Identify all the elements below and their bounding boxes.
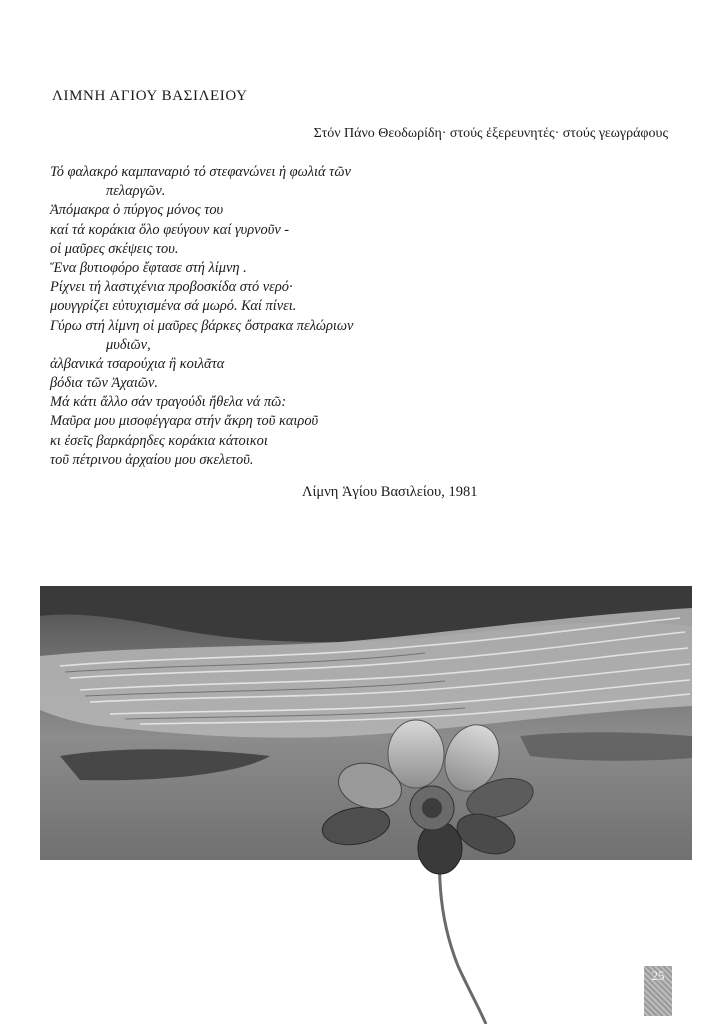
poem-line: καί τά κοράκια ὅλο φεύγουν καί γυρνοῦν - [50, 221, 290, 238]
page-number: 25 [651, 968, 665, 983]
poem-line: ἀλβανικά τσαρούχια ἢ κοιλᾶτα [50, 355, 225, 372]
poem-line: μουγγρίζει εὐτυχισμένα σά μωρό. Καί πίνει. [50, 298, 297, 315]
flower-collage-image [40, 586, 692, 1024]
poem-dedication: Στόν Πάνο Θεοδωρίδη· στούς ἐξερευνητές· στούς γεωγράφους [313, 126, 668, 141]
poem-line: πελαργῶν. [106, 183, 166, 200]
poem-signature: Λίμνη Ἁγίου Βασιλείου, 1981 [302, 484, 478, 500]
poem-line: κι ἐσεῖς βαρκάρηδες κοράκια κάτοικοι [50, 432, 268, 449]
poem-line: Γύρω στή λίμνη οἱ μαῦρες βάρκες ὄστρακα πελώριων [50, 317, 354, 334]
poem-line: μυδιῶν, [106, 336, 151, 353]
poem-line: Ρίχνει τή λαστιχένια προβοσκίδα στό νερό· [50, 279, 293, 296]
poem-line: βόδια τῶν Ἀχαιῶν. [50, 375, 159, 392]
poem-line: Ἕνα βυτιοφόρο ἔφτασε στή λίμνη . [50, 259, 247, 276]
poem-line: οἱ μαῦρες σκέψεις του. [50, 240, 179, 257]
page-number-box [644, 966, 672, 1016]
poem-title: ΛΙΜΝΗ ΑΓΙΟΥ ΒΑΣΙΛΕΙΟΥ [52, 88, 248, 104]
poem-line: τοῦ πέτρινου ἀρχαίου μου σκελετοῦ. [50, 451, 254, 468]
poem-stanza [50, 163, 490, 470]
poem-line: Μά κάτι ἄλλο σάν τραγούδι ἤθελα νά πῶ: [50, 394, 287, 411]
poem-line: Μαῦρα μου μισοφέγγαρα στήν ἄκρη τοῦ καιροῦ [50, 413, 319, 430]
poem-line: Ἀπόμακρα ὁ πύργος μόνος του [50, 202, 224, 219]
poem-line: Τό φαλακρό καμπαναριό τό στεφανώνει ἡ φωλιά τῶν [50, 164, 351, 180]
